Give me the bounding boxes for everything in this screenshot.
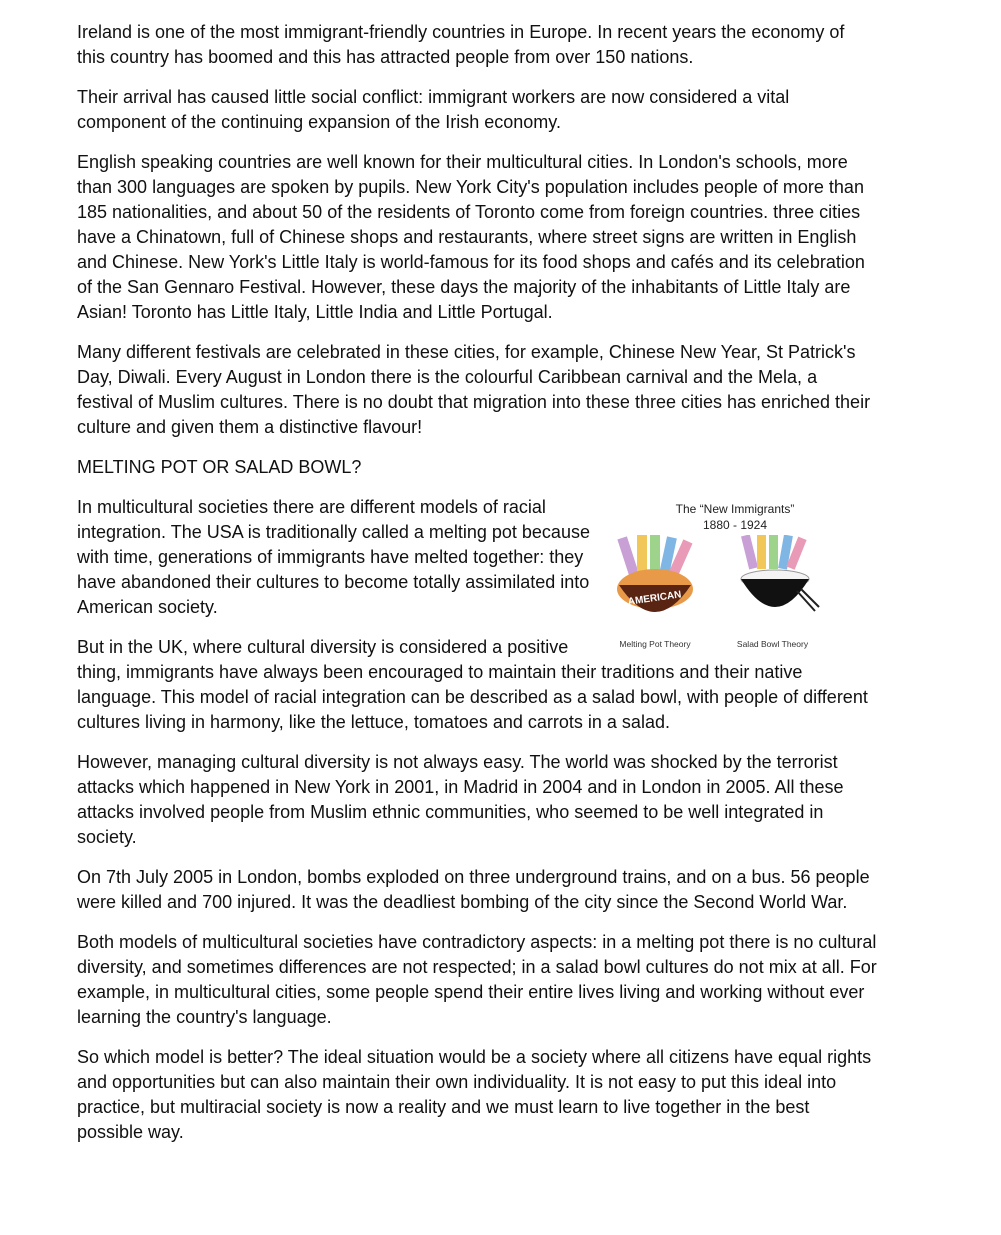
paragraph-melting-pot: In multicultural societies there are different models of racial integration. The USA is traditionally called a melting pot because with time, generations of immigrants have melted together: they have abandoned their cultures to become totally assimilated into American society. [77, 497, 590, 617]
caption-salad-bowl: Salad Bowl Theory [736, 639, 809, 649]
figure-title-line1: The “New Immigrants” [675, 502, 795, 516]
figure-illustration [615, 535, 865, 635]
paragraph-salad-bowl: But in the UK, where cultural diversity is considered a positive thing, immigrants have always been encouraged to maintain their traditions and their native language. This model of racial integration can be described as a salad bowl, with people of different cultures living in harmony, like the lettuce, tomatoes and carrots in a salad. [77, 637, 868, 732]
figure-title-line2: 1880 - 1924 [702, 518, 768, 532]
paragraph-conclusion: So which model is better? The ideal situation would be a society where all citizens have equal rights and opportunities but can also maintain their own individuality. It is not easy to put this ideal into practice, but multiracial society is now a reality and we must learn to live together in the best possible way. [77, 1047, 872, 1142]
salad-bowl-strips [741, 535, 807, 570]
paragraph-london-bombing: On 7th July 2005 in London, bombs exploded on three underground trains, and on a bus. 56 people were killed and 700 injured. It was the deadliest bombing of the city since the Second World War. [77, 867, 870, 912]
article [77, 20, 877, 1160]
melting-pot-salad-bowl-figure [615, 497, 865, 657]
paragraph-diversity: However, managing cultural diversity is not always easy. The world was shocked by the terrorist attacks which happened in New York in 2001, in Madrid in 2004 and in London in 2005. All these attacks involved people from Muslim ethnic communities, who seemed to be well integrated in society. [77, 752, 844, 847]
paragraph-arrival: Their arrival has caused little social conflict: immigrant workers are now considered a vital component of the continuing expansion of the Irish economy. [77, 87, 790, 132]
paragraph-english-cities: English speaking countries are well known for their multicultural cities. In London's schools, more than 300 languages are spoken by pupils. New York City's population includes people of more than 185 nationalities, and about 50 of the residents of Toronto come from foreign countries. three cities have a Chinatown, full of Chinese shops and restaurants, where street signs are written in English and Chinese. New York's Little Italy is world-famous for its food shops and cafés and its celebration of the San Gennaro Festival. However, these days the majority of the inhabitants of Little Italy are Asian! Toronto has Little Italy, Little India and Little Portugal. [77, 152, 865, 322]
paragraph-contradictions: Both models of multicultural societies have contradictory aspects: in a melting pot there is no cultural diversity, and sometimes differences are not respected; in a salad bowl cultures do not mix at all. For example, in multicultural cities, some people spend their entire lives living and working without ever learning the country's language. [77, 932, 877, 1027]
figure-title [615, 501, 855, 533]
section-heading: MELTING POT OR SALAD BOWL? [77, 457, 362, 477]
pot-label: AMERICAN [627, 589, 683, 608]
paragraph-festivals: Many different festivals are celebrated in these cities, for example, Chinese New Year, St Patrick's Day, Diwali. Every August in London there is the colourful Caribbean carnival and the Mela, a festival of Muslim cultures. There is no doubt that migration into these three cities has enriched their culture and given them a distinctive flavour! [77, 342, 871, 437]
caption-melting-pot: Melting Pot Theory [619, 639, 691, 649]
paragraph-ireland: Ireland is one of the most immigrant-friendly countries in Europe. In recent years the economy of this country has boomed and this has attracted people from over 150 nations. [77, 22, 845, 67]
